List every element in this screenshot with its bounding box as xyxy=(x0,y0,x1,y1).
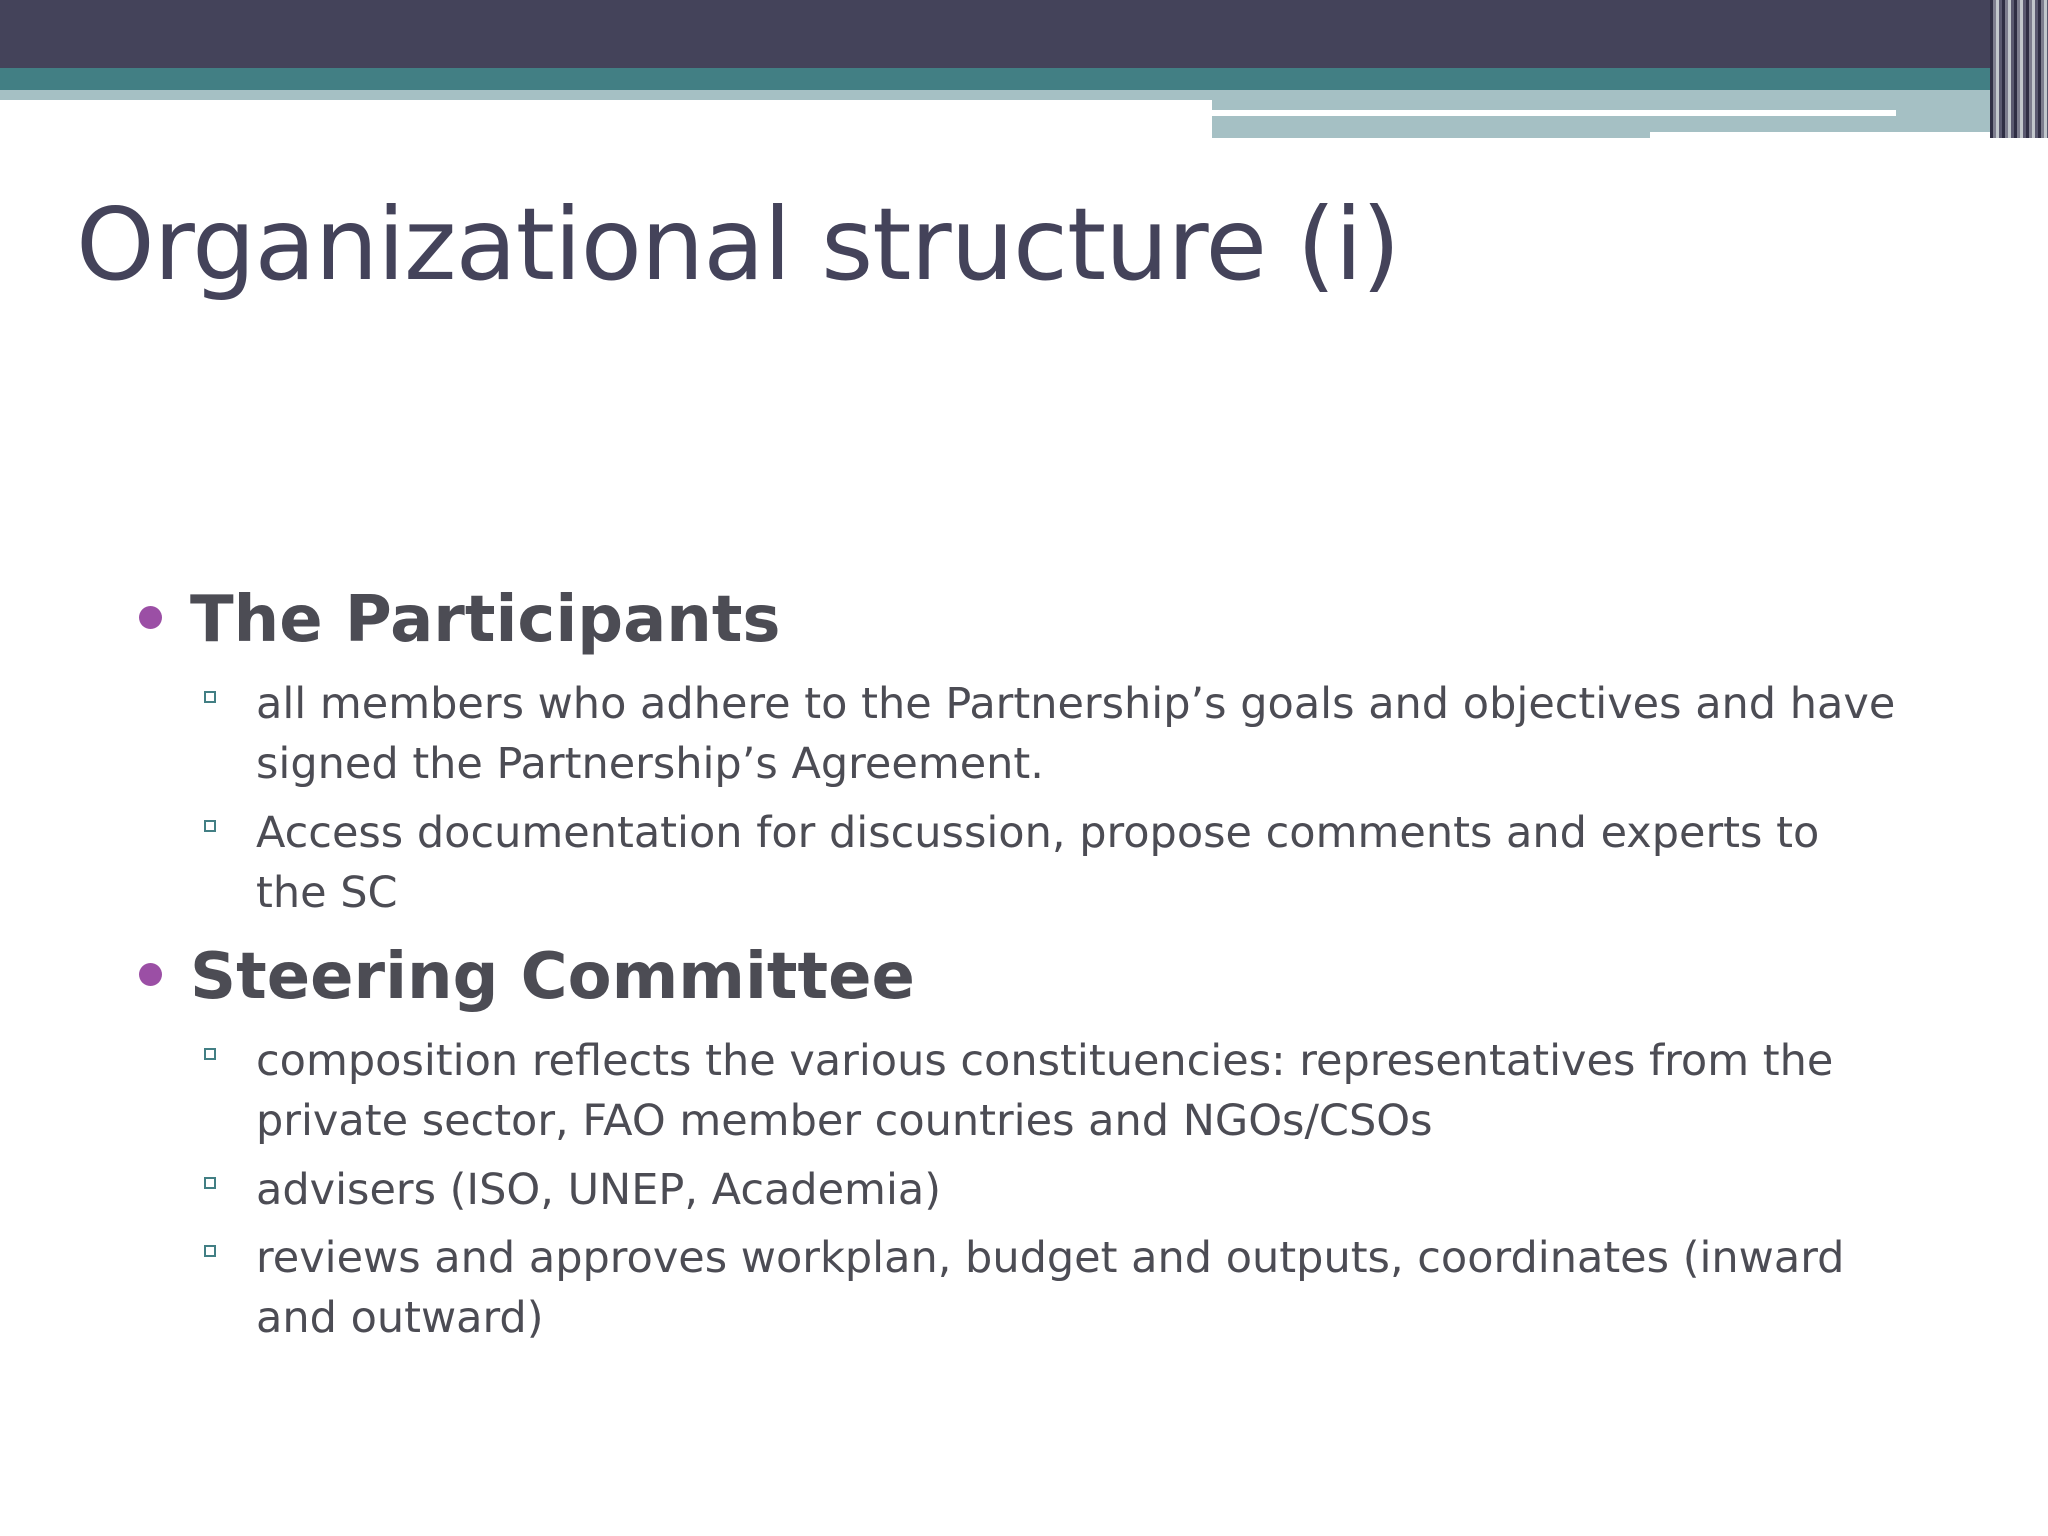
light-teal-rule-left xyxy=(0,90,1212,100)
square-bullet-icon xyxy=(204,691,216,703)
section-heading-steering-committee: Steering Committee xyxy=(190,940,915,1014)
section-heading-participants: The Participants xyxy=(190,583,781,657)
slide-title: Organizational structure (i) xyxy=(76,186,1400,303)
square-bullet-icon xyxy=(204,1177,216,1189)
teal-accent-band xyxy=(0,68,2048,90)
square-bullet-icon xyxy=(204,820,216,832)
white-accent-line xyxy=(1212,110,1896,116)
bullet-dot-icon xyxy=(139,606,162,629)
square-bullet-icon xyxy=(204,1048,216,1060)
list-item: Access documentation for discussion, propose comments and experts to the SC xyxy=(256,808,1820,918)
square-bullet-icon xyxy=(204,1245,216,1257)
list-item: advisers (ISO, UNEP, Academia) xyxy=(256,1165,942,1215)
list-item: reviews and approves workplan, budget and outputs, coordinates (inward and outward) xyxy=(256,1233,1845,1343)
white-accent-block xyxy=(1650,132,2010,140)
header-band xyxy=(0,0,2048,68)
bullet-dot-icon xyxy=(139,963,162,986)
list-item: all members who adhere to the Partnership’s goals and objectives and have signed the Partnership’s Agreement. xyxy=(256,679,1896,789)
list-item: composition reflects the various constituencies: representatives from the private sector, FAO member countries and NGOs/CSOs xyxy=(256,1036,1834,1146)
decorative-stripes xyxy=(1990,0,2048,138)
